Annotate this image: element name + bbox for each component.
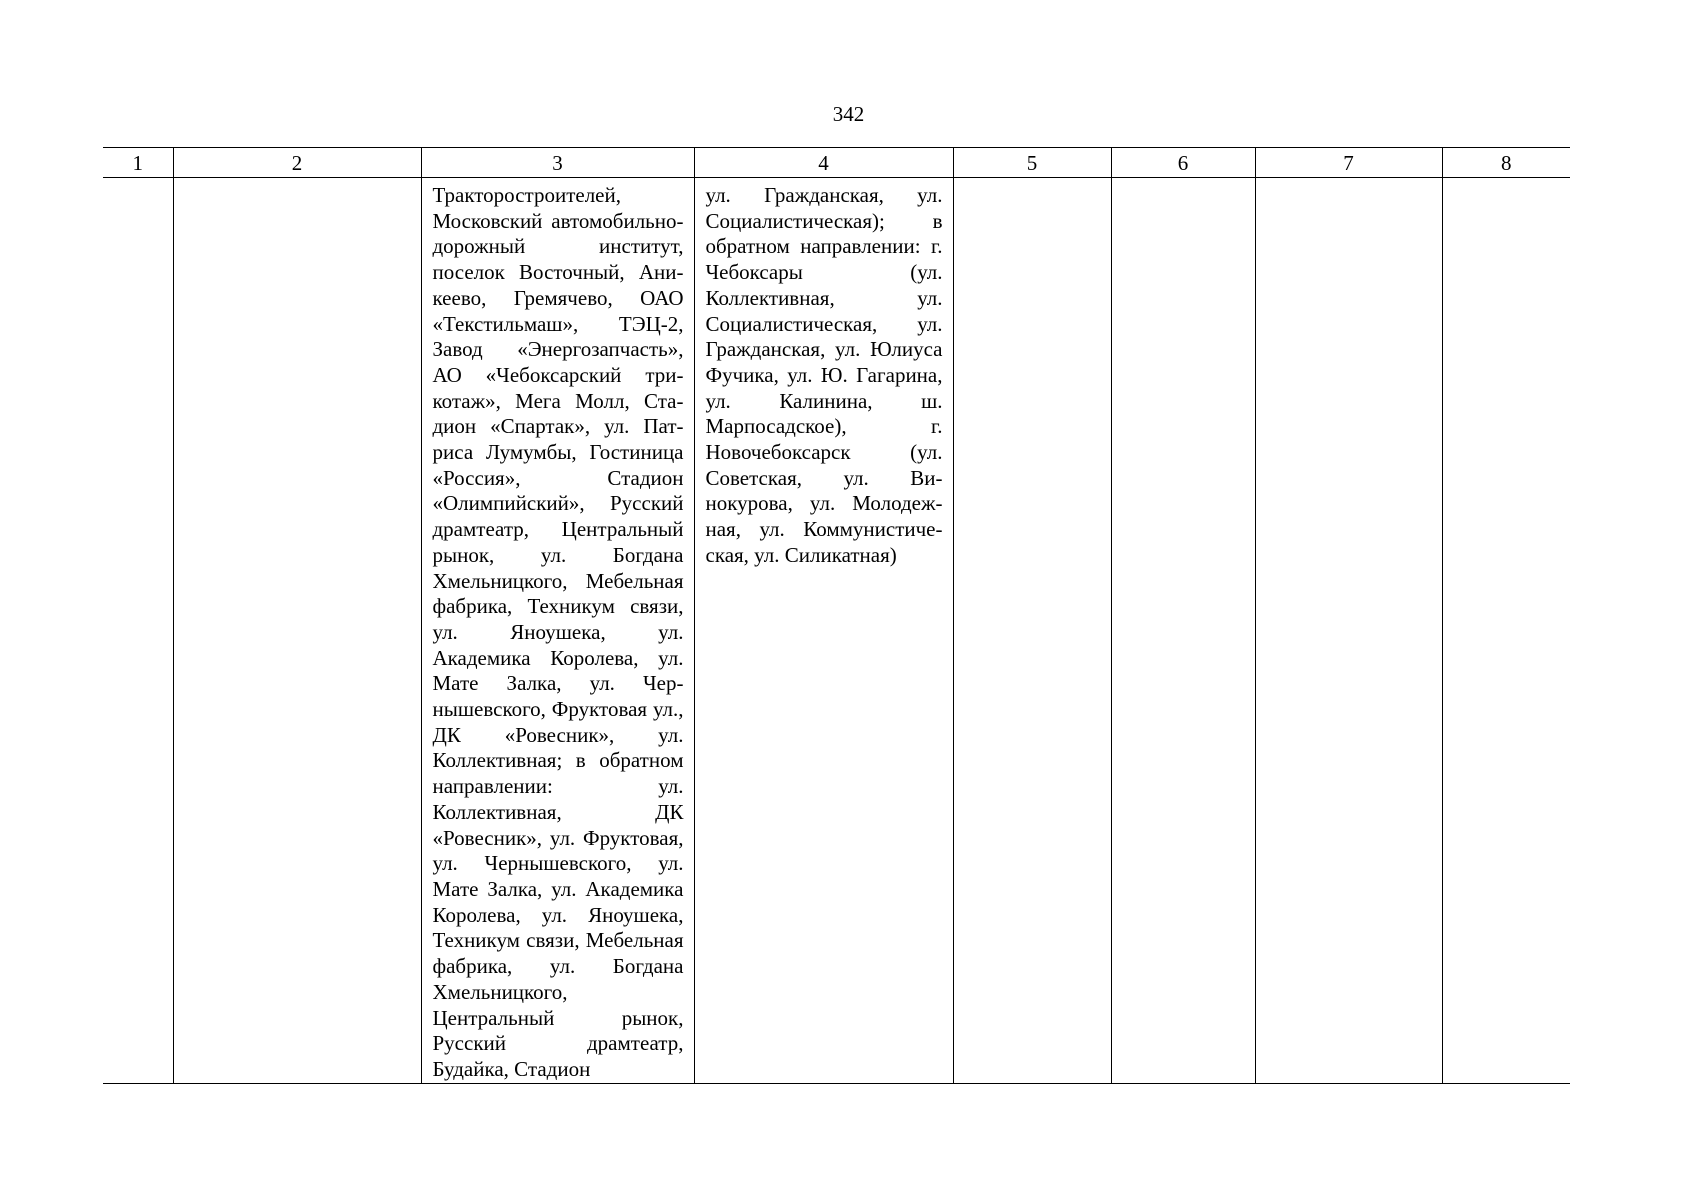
page-number: 342 <box>832 102 865 126</box>
column-header-8: 8 <box>1442 148 1570 178</box>
cell-col-4 <box>694 178 953 1084</box>
route-streets-text: ул. Гражданская, ул. Социалистическая); в обратном направлении: г. Чебоксары (ул. Коллективная, ул. Социалистическая, ул. Гражданская, ул. Юлиуса Фучика, ул. Ю. Гагарина, ул. Калинина, ш. Марпосадское), г. Новочебоксарск (ул. Советская, ул. Винокурова, ул. Молодежная, ул. Коммунистическая, ул. Силикатная) <box>705 183 943 567</box>
cell-col-5 <box>953 178 1111 1084</box>
route-stops-text: Тракторостроителей, Московский автомобильно-дорожный институт, поселок Восточный, Аникеево, Гремячево, ОАО «Текстильмаш», ТЭЦ-2, Завод «Энергозапчасть», АО «Чебоксарский трикотаж», Мега Молл, Стадион «Спартак», ул. Патриса Лумумбы, Гостиница «Россия», Стадион «Олимпийский», Русский драмтеатр, Центральный рынок, ул. Богдана Хмельницкого, Мебельная фабрика, Техникум связи, ул. Яноушека, ул. Академика Королева, ул. Мате Залка, ул. Чернышевского, Фруктовая ул., ДК «Ровесник», ул. Коллективная; в обратном направлении: ул. Коллективная, ДК «Ровесник», ул. Фруктовая, ул. Чернышевского, ул. Мате Залка, ул. Академика Королева, ул. Яноушека, Техникум связи, Мебельная фабрика, ул. Богдана Хмельницкого, Центральный рынок, Русский драмтеатр, Будайка, Стадион <box>432 183 684 1081</box>
cell-col-6 <box>1111 178 1255 1084</box>
cell-col-3 <box>421 178 694 1084</box>
column-header-6: 6 <box>1111 148 1255 178</box>
column-header-7: 7 <box>1255 148 1442 178</box>
column-header-1: 1 <box>103 148 173 178</box>
column-header-2: 2 <box>173 148 421 178</box>
column-number-row <box>103 148 1570 178</box>
column-header-5: 5 <box>953 148 1111 178</box>
route-table <box>103 147 1570 1084</box>
column-header-3: 3 <box>421 148 694 178</box>
column-header-4: 4 <box>694 148 953 178</box>
cell-col-8 <box>1442 178 1570 1084</box>
cell-col-7 <box>1255 178 1442 1084</box>
cell-col-1 <box>103 178 173 1084</box>
table-row <box>103 178 1570 1084</box>
cell-col-2 <box>173 178 421 1084</box>
